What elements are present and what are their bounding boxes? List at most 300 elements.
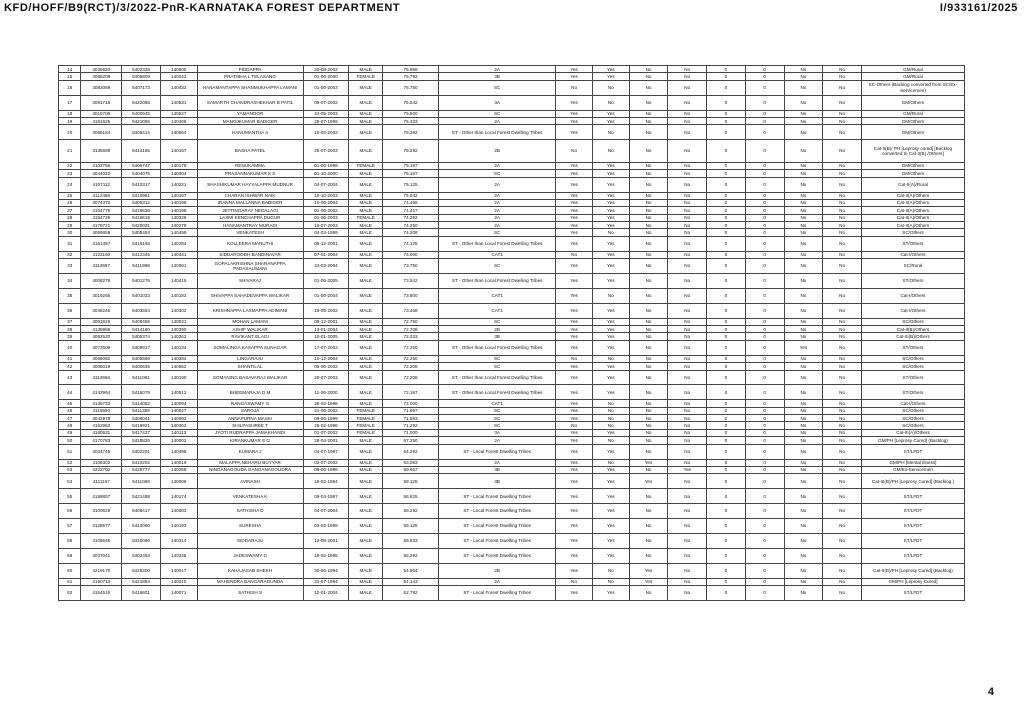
cell-flag-a: Yes (556, 222, 593, 229)
cell-flag-f: No (823, 140, 862, 163)
candidate-selection-table (58, 65, 965, 601)
cell-application-id: 4190713 (81, 578, 122, 585)
cell-gender: MALE (349, 363, 383, 370)
cell-selected-category: SC/Others (861, 415, 964, 422)
cell-count-b: 0 (745, 140, 784, 163)
cell-selected-category: ST/LFDT (861, 548, 964, 563)
cell-category: 2A (439, 199, 556, 206)
cell-marks: 74.417 (383, 207, 439, 214)
cell-marks: 75.042 (383, 192, 439, 199)
cell-date-of-birth: 10-12-2004 (303, 355, 349, 362)
cell-gender: MALE (349, 333, 383, 340)
cell-flag-e: No (784, 489, 823, 504)
cell-selected-category: GM/PH [Leprosy Cured] (861, 578, 964, 585)
cell-flag-c: No (629, 66, 668, 73)
cell-roll-no: 5405596 (122, 355, 161, 362)
cell-gender: MALE (349, 303, 383, 318)
cell-count-b: 0 (745, 192, 784, 199)
cell-flag-f: No (823, 355, 862, 362)
cell-flag-c: No (629, 340, 668, 355)
cell-count-a: 0 (707, 274, 746, 289)
cell-roll-no: 5420031 (122, 222, 161, 229)
cell-date-of-birth: 16-02-1994 (303, 474, 349, 489)
cell-category: 3B (439, 474, 556, 489)
cell-flag-f: No (823, 459, 862, 466)
cell-selected-category: ST/Others (861, 274, 964, 289)
cell-roll-no: 5426300 (122, 563, 161, 578)
cell-application-id: 4160531 (81, 429, 122, 436)
cell-flag-e: No (784, 585, 823, 600)
cell-date-of-birth: 11-06-2000 (303, 385, 349, 400)
cell-count-a: 0 (707, 340, 746, 355)
cell-reg-no: 140390 (160, 326, 197, 333)
cell-flag-a: Yes (556, 95, 593, 110)
cell-flag-b: No (592, 95, 629, 110)
cell-flag-b: Yes (592, 192, 629, 199)
table-row (59, 177, 965, 192)
cell-flag-a: No (556, 578, 593, 585)
cell-flag-c: No (629, 370, 668, 385)
cell-flag-d: No (668, 95, 707, 110)
cell-serial-no: 61 (59, 578, 81, 585)
cell-flag-d: No (668, 504, 707, 519)
cell-count-a: 0 (707, 125, 746, 140)
cell-flag-a: No (556, 251, 593, 258)
cell-selected-category: ST/Others (861, 340, 964, 355)
cell-gender: MALE (349, 355, 383, 362)
table-row (59, 563, 965, 578)
cell-count-b: 0 (745, 229, 784, 236)
cell-flag-d: No (668, 318, 707, 325)
cell-selected-category: Cat-II(A)/Others (861, 222, 964, 229)
cell-marks: 75.333 (383, 117, 439, 124)
cell-candidate-name: HANAMANTRAY MURADI (197, 222, 303, 229)
cell-count-b: 0 (745, 459, 784, 466)
cell-application-id: 4154725 (81, 214, 122, 221)
cell-flag-e: No (784, 170, 823, 177)
cell-selected-category: Cat-III(B)/Others (861, 333, 964, 340)
cell-roll-no: 5414052 (122, 400, 161, 407)
cell-date-of-birth: 06-06-1986 (303, 466, 349, 473)
cell-gender: MALE (349, 459, 383, 466)
cell-serial-no: 57 (59, 519, 81, 534)
cell-date-of-birth: 24-03-2004 (303, 259, 349, 274)
cell-roll-no: 5416601 (122, 585, 161, 600)
cell-date-of-birth: 13-01-2004 (303, 326, 349, 333)
cell-marks: 71.292 (383, 422, 439, 429)
cell-count-b: 0 (745, 533, 784, 548)
cell-flag-c: No (629, 422, 668, 429)
cell-candidate-name: JYOTI RUDRAPPA JAMAKHANDI (197, 429, 303, 436)
cell-candidate-name: RANGASWAMY G (197, 400, 303, 407)
cell-date-of-birth: 01-06-2003 (303, 214, 349, 221)
cell-date-of-birth: 01-06-1999 (303, 162, 349, 169)
cell-flag-f: No (823, 444, 862, 459)
cell-flag-a: Yes (556, 504, 593, 519)
cell-reg-no: 140441 (160, 251, 197, 258)
cell-serial-no: 31 (59, 236, 81, 251)
cell-marks: 74.458 (383, 199, 439, 206)
cell-application-id: 4188857 (81, 489, 122, 504)
cell-flag-e: No (784, 385, 823, 400)
cell-roll-no: 5410202 (122, 459, 161, 466)
cell-selected-category: Cat-II(A)/Others (861, 199, 964, 206)
cell-flag-d: No (668, 177, 707, 192)
cell-application-id: 4106302 (81, 459, 122, 466)
cell-flag-c: No (629, 489, 668, 504)
cell-flag-a: Yes (556, 548, 593, 563)
cell-count-a: 0 (707, 466, 746, 473)
cell-date-of-birth: 04-03-1999 (303, 229, 349, 236)
cell-category: 2A (439, 214, 556, 221)
cell-flag-d: No (668, 303, 707, 318)
cell-flag-e: No (784, 370, 823, 385)
cell-candidate-name: MOHAN LAMANI (197, 318, 303, 325)
cell-flag-b: Yes (592, 274, 629, 289)
cell-marks: 55.833 (383, 533, 439, 548)
cell-candidate-name: HANAMANTAPPA SHANMUKHAPPA LAMANI (197, 80, 303, 95)
cell-count-b: 0 (745, 66, 784, 73)
cell-selected-category: SC/Others (861, 363, 964, 370)
cell-serial-no: 60 (59, 563, 81, 578)
cell-flag-a: Yes (556, 236, 593, 251)
cell-flag-b: No (592, 407, 629, 414)
cell-candidate-name: KUMARA J (197, 444, 303, 459)
cell-category: 2A (439, 177, 556, 192)
cell-serial-no: 42 (59, 363, 81, 370)
cell-flag-b: Yes (592, 519, 629, 534)
cell-selected-category: Cat-I/Others (861, 288, 964, 303)
cell-flag-e: No (784, 318, 823, 325)
cell-category: SC (439, 229, 556, 236)
cell-flag-a: Yes (556, 229, 593, 236)
cell-marks: 72.333 (383, 333, 439, 340)
cell-roll-no: 5412345 (122, 251, 161, 258)
cell-flag-a: No (556, 140, 593, 163)
cell-candidate-name: SAMARTH CHANDRASHEKHAR B PATIL (197, 95, 303, 110)
cell-gender: MALE (349, 170, 383, 177)
cell-roll-no: 5406041 (122, 415, 161, 422)
cell-flag-d: No (668, 199, 707, 206)
cell-marks: 75.292 (383, 140, 439, 163)
cell-flag-c: No (629, 400, 668, 407)
cell-roll-no: 5401276 (122, 274, 161, 289)
cell-marks: 75.958 (383, 66, 439, 73)
cell-flag-d: No (668, 236, 707, 251)
cell-flag-d: No (668, 110, 707, 117)
cell-roll-no: 5405374 (122, 333, 161, 340)
cell-reg-no: 140193 (160, 519, 197, 534)
cell-reg-no: 140043 (160, 73, 197, 80)
cell-flag-d: No (668, 80, 707, 95)
cell-count-b: 0 (745, 214, 784, 221)
cell-gender: FEMALE (349, 415, 383, 422)
cell-candidate-name: PRATIBHA L TELASANG (197, 73, 303, 80)
cell-count-a: 0 (707, 199, 746, 206)
cell-application-id: 4128577 (81, 519, 122, 534)
cell-count-a: 0 (707, 563, 746, 578)
cell-candidate-name: RENUKAMMA (197, 162, 303, 169)
cell-serial-no: 24 (59, 177, 81, 192)
cell-roll-no: 5407173 (122, 80, 161, 95)
table-row (59, 578, 965, 585)
cell-count-a: 0 (707, 533, 746, 548)
cell-application-id: 4091926 (81, 318, 122, 325)
cell-count-b: 0 (745, 177, 784, 192)
cell-gender: MALE (349, 236, 383, 251)
cell-flag-b: Yes (592, 207, 629, 214)
cell-marks: 54.964 (383, 563, 439, 578)
cell-marks: 73.458 (383, 303, 439, 318)
cell-reg-no: 140157 (160, 140, 197, 163)
cell-count-a: 0 (707, 333, 746, 340)
cell-candidate-name: VENKATESHA K (197, 489, 303, 504)
cell-count-a: 0 (707, 177, 746, 192)
cell-reg-no: 140002 (160, 437, 197, 444)
cell-reg-no: 140019 (160, 459, 197, 466)
table-row (59, 288, 965, 303)
cell-date-of-birth: 20-07-2003 (303, 370, 349, 385)
cell-selected-category: Cat-I/Others (861, 303, 964, 318)
cell-roll-no: 5404075 (122, 170, 161, 177)
cell-flag-b: Yes (592, 110, 629, 117)
table-row (59, 140, 965, 163)
cell-candidate-name: MAHENDRA BANGARAGUNDA (197, 578, 303, 585)
cell-candidate-name: PRASANNAKUMAR S S (197, 170, 303, 177)
cell-category: ST - Other than Local Forest Dwelling Tribes (439, 340, 556, 355)
cell-gender: MALE (349, 177, 383, 192)
cell-flag-c: No (629, 318, 668, 325)
cell-category: 2A (439, 192, 556, 199)
cell-serial-no: 21 (59, 140, 81, 163)
cell-gender: FEMALE (349, 214, 383, 221)
cell-flag-e: No (784, 437, 823, 444)
cell-serial-no: 52 (59, 459, 81, 466)
cell-candidate-name: SATHISHA D (197, 504, 303, 519)
cell-roll-no: 5400945 (122, 110, 161, 117)
cell-flag-e: No (784, 303, 823, 318)
cell-selected-category: SC/Others (861, 318, 964, 325)
cell-flag-f: No (823, 563, 862, 578)
cell-count-b: 0 (745, 340, 784, 355)
cell-flag-e: No (784, 95, 823, 110)
cell-count-b: 0 (745, 466, 784, 473)
cell-category: ST - Other than Local Forest Dwelling Tribes (439, 274, 556, 289)
cell-date-of-birth: 01-06-2005 (303, 274, 349, 289)
cell-reg-no: 140262 (160, 333, 197, 340)
cell-reg-no: 140314 (160, 533, 197, 548)
cell-flag-b: No (592, 288, 629, 303)
cell-candidate-name: SHIVARAJ (197, 274, 303, 289)
cell-count-a: 0 (707, 407, 746, 414)
cell-reg-no: 140031 (160, 318, 197, 325)
cell-date-of-birth: 25-07-1999 (303, 117, 349, 124)
cell-gender: MALE (349, 474, 383, 489)
cell-gender: MALE (349, 222, 383, 229)
cell-reg-no: 140500 (160, 66, 197, 73)
cell-flag-d: No (668, 340, 707, 355)
cell-flag-d: No (668, 578, 707, 585)
cell-reg-no: 140017 (160, 563, 197, 578)
cell-flag-a: Yes (556, 407, 593, 414)
cell-count-b: 0 (745, 437, 784, 444)
cell-marks: 52.792 (383, 585, 439, 600)
document-reference-number: I/933161/2025 (939, 2, 1018, 14)
cell-date-of-birth: 01-06-2003 (303, 80, 349, 95)
cell-flag-f: No (823, 80, 862, 95)
cell-flag-d: No (668, 437, 707, 444)
cell-flag-e: No (784, 578, 823, 585)
cell-serial-no: 35 (59, 288, 81, 303)
cell-marks: 63.083 (383, 459, 439, 466)
cell-reg-no: 140134 (160, 340, 197, 355)
cell-selected-category: GM/Rural (861, 66, 964, 73)
cell-flag-d: No (668, 533, 707, 548)
table-row (59, 229, 965, 236)
cell-count-b: 0 (745, 274, 784, 289)
cell-count-a: 0 (707, 259, 746, 274)
cell-reg-no: 140094 (160, 400, 197, 407)
cell-roll-no: 5421884 (122, 578, 161, 585)
cell-candidate-name: VENKATESH (197, 229, 303, 236)
cell-reg-no: 140199 (160, 199, 197, 206)
table-row (59, 222, 965, 229)
cell-flag-b: Yes (592, 533, 629, 548)
cell-gender: MALE (349, 80, 383, 95)
cell-count-a: 0 (707, 80, 746, 95)
cell-category: 2A (439, 117, 556, 124)
cell-candidate-name: SOMALINGA KASAPPA SUNAGAR (197, 340, 303, 355)
cell-application-id: 4222702 (81, 466, 122, 473)
cell-category: 2A (439, 207, 556, 214)
cell-flag-a: Yes (556, 326, 593, 333)
cell-marks: 73.750 (383, 259, 439, 274)
cell-flag-a: Yes (556, 429, 593, 436)
cell-application-id: 4066184 (81, 125, 122, 140)
cell-date-of-birth: 12-01-2004 (303, 585, 349, 600)
cell-marks: 73.542 (383, 274, 439, 289)
cell-count-a: 0 (707, 192, 746, 199)
cell-candidate-name: SURESHA (197, 519, 303, 534)
cell-category: SC (439, 415, 556, 422)
cell-date-of-birth: 02-07-2002 (303, 459, 349, 466)
cell-selected-category: GM/PH [Mental Illness] (861, 459, 964, 466)
cell-reg-no: 140468 (160, 117, 197, 124)
cell-reg-no: 140284 (160, 236, 197, 251)
table-row (59, 466, 965, 473)
cell-serial-no: 48 (59, 422, 81, 429)
cell-flag-a: Yes (556, 318, 593, 325)
cell-date-of-birth: 12-08-2001 (303, 533, 349, 548)
cell-flag-b: Yes (592, 318, 629, 325)
cell-selected-category: ST/LFDT (861, 533, 964, 548)
cell-roll-no: 5418826 (122, 437, 161, 444)
cell-flag-e: No (784, 110, 823, 117)
cell-selected-category: Cat-II(A)/Others (861, 207, 964, 214)
cell-serial-no: 55 (59, 489, 81, 504)
cell-selected-category: Cat-II(A)/Others (861, 192, 964, 199)
cell-flag-b: Yes (592, 466, 629, 473)
cell-marks: 72.167 (383, 385, 439, 400)
cell-gender: MALE (349, 117, 383, 124)
cell-date-of-birth: 25-07-2003 (303, 140, 349, 163)
cell-count-b: 0 (745, 259, 784, 274)
cell-selected-category: GM/PH [Leprosy Cured] (Backlog) (861, 437, 964, 444)
cell-candidate-name: SHASHIKUMAR HAYYALAPPA MUDNUR (197, 177, 303, 192)
cell-count-a: 0 (707, 303, 746, 318)
cell-flag-f: No (823, 66, 862, 73)
cell-flag-e: No (784, 504, 823, 519)
cell-flag-a: Yes (556, 444, 593, 459)
cell-flag-b: Yes (592, 170, 629, 177)
cell-flag-f: No (823, 177, 862, 192)
cell-flag-b: Yes (592, 162, 629, 169)
cell-date-of-birth: 24-05-2003 (303, 110, 349, 117)
cell-flag-a: Yes (556, 110, 593, 117)
cell-flag-c: No (629, 333, 668, 340)
cell-gender: MALE (349, 95, 383, 110)
cell-flag-a: Yes (556, 177, 593, 192)
cell-flag-c: No (629, 533, 668, 548)
cell-flag-b: No (592, 140, 629, 163)
cell-marks: 64.292 (383, 444, 439, 459)
cell-flag-d: No (668, 229, 707, 236)
cell-flag-e: No (784, 117, 823, 124)
cell-date-of-birth: 19-05-2002 (303, 303, 349, 318)
cell-flag-d: No (668, 333, 707, 340)
cell-candidate-name: ASHIF WALIKAR (197, 326, 303, 333)
cell-candidate-name: GOPALAKRISHNA SHARANAPPA PADASALIMANI (197, 259, 303, 274)
cell-application-id: 4111167 (81, 474, 122, 489)
cell-flag-f: No (823, 504, 862, 519)
cell-date-of-birth: 05-12-2001 (303, 236, 349, 251)
cell-count-b: 0 (745, 95, 784, 110)
cell-flag-e: No (784, 563, 823, 578)
cell-category: SC (439, 170, 556, 177)
cell-flag-b: Yes (592, 370, 629, 385)
cell-marks: 59.667 (383, 466, 439, 473)
cell-date-of-birth: 01-06-2004 (303, 288, 349, 303)
cell-flag-b: No (592, 80, 629, 95)
cell-flag-d: No (668, 459, 707, 466)
cell-roll-no: 5402463 (122, 548, 161, 563)
cell-marks: 58.125 (383, 474, 439, 489)
cell-flag-c: No (629, 140, 668, 163)
cell-count-a: 0 (707, 110, 746, 117)
cell-flag-c: No (629, 415, 668, 422)
cell-flag-b: Yes (592, 251, 629, 258)
cell-count-a: 0 (707, 326, 746, 333)
candidate-table-body (59, 66, 965, 601)
cell-roll-no: 5406312 (122, 199, 161, 206)
table-row (59, 207, 965, 214)
cell-roll-no: 5401033 (122, 288, 161, 303)
table-row (59, 437, 965, 444)
cell-flag-c: No (629, 117, 668, 124)
cell-application-id: 4105648 (81, 533, 122, 548)
page-number: 4 (987, 686, 994, 698)
cell-gender: MALE (349, 533, 383, 548)
cell-flag-a: Yes (556, 340, 593, 355)
cell-flag-b: No (592, 422, 629, 429)
cell-serial-no: 19 (59, 117, 81, 124)
cell-candidate-name: PIDDAPPA (197, 66, 303, 73)
cell-flag-f: No (823, 117, 862, 124)
cell-serial-no: 58 (59, 533, 81, 548)
cell-reg-no: 140113 (160, 429, 197, 436)
table-row (59, 162, 965, 169)
cell-flag-f: No (823, 585, 862, 600)
